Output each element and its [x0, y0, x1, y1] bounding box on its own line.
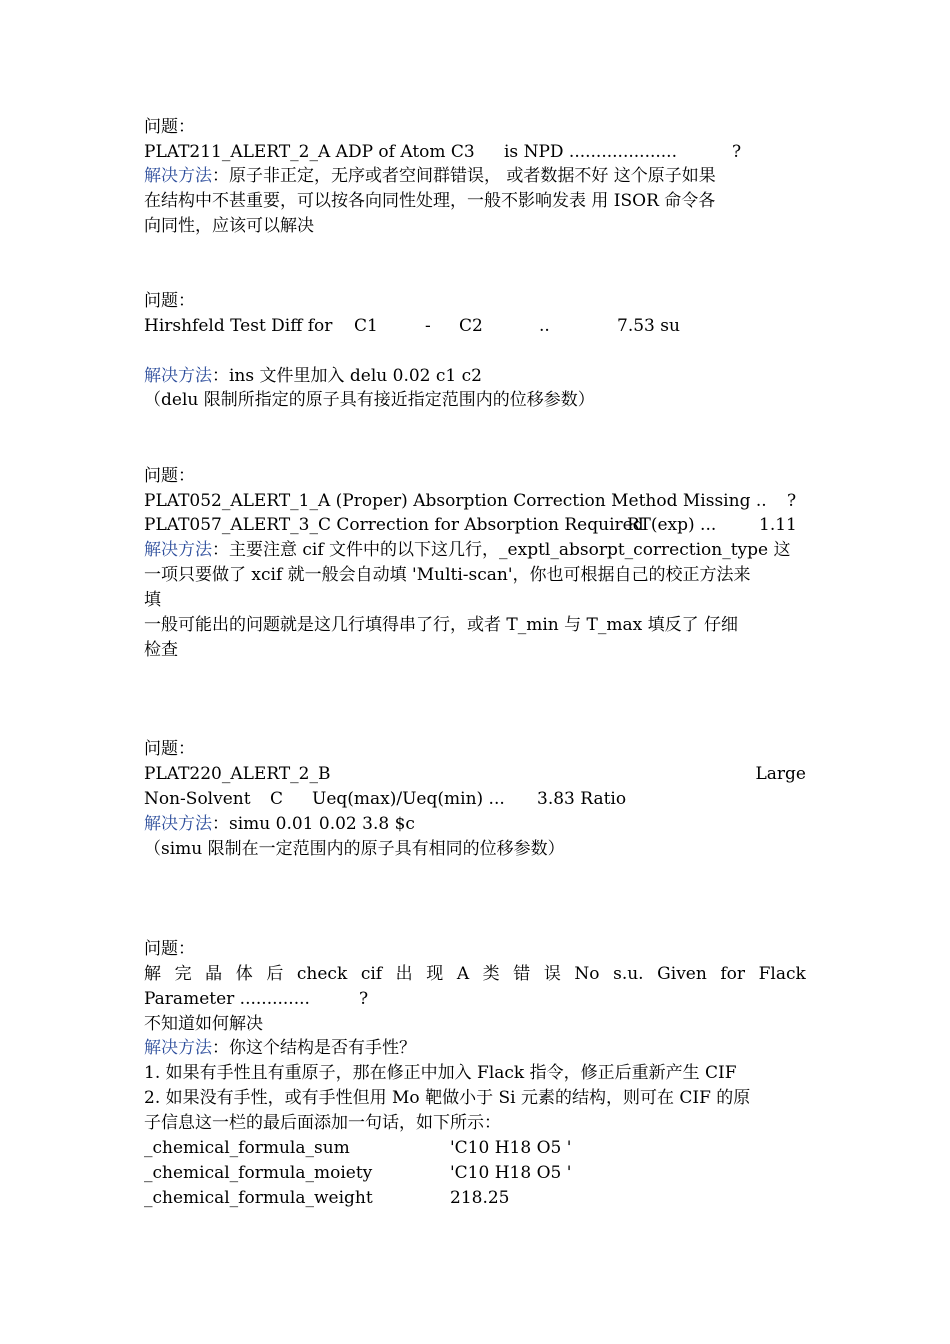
- alert-text: ..: [539, 316, 550, 336]
- solution-line: 一项只要做了 xcif 就一般会自动填 'Multi-scan'，你也可根据自己的校正方法来: [144, 565, 751, 585]
- solution-line: 一般可能出的问题就是这几行填得串了行，或者 T_min 与 T_max 填反了 仔细: [144, 615, 739, 635]
- formula-row: [144, 1186, 806, 1210]
- question-word: for: [720, 964, 746, 984]
- alert-value: ?: [732, 142, 742, 162]
- alert-line: [144, 140, 806, 164]
- question-word: 现: [426, 964, 444, 984]
- question-label: 问题：: [144, 939, 195, 959]
- question-note: 不知道如何解决: [144, 1014, 263, 1034]
- alert-text: Parameter .............: [144, 989, 310, 1009]
- question-word: 后: [266, 964, 284, 984]
- alert-line: [144, 314, 806, 338]
- alert-line: [144, 987, 806, 1011]
- solution-line: （simu 限制在一定范围内的原子具有相同的位移参数）: [144, 839, 565, 859]
- question-word: No: [574, 964, 600, 984]
- alert-text: PLAT052_ALERT_1_A (Proper) Absorption Correction Method Missing ..: [144, 491, 767, 511]
- solution-line: [144, 364, 806, 388]
- alert-text: C: [270, 789, 284, 809]
- question-label: 问题：: [144, 739, 195, 759]
- question-label: 问题：: [144, 117, 195, 137]
- alert-text: Non-Solvent: [144, 789, 251, 809]
- alert-line: [144, 513, 806, 537]
- alert-text: PLAT057_ALERT_3_C Correction for Absorption Required: [144, 515, 644, 535]
- solution-label: 解决方法: [144, 814, 212, 834]
- solution-line: [144, 164, 806, 188]
- alert-text: C2: [459, 316, 483, 336]
- solution-line: 在结构中不甚重要，可以按各向同性处理，一般不影响发表 用 ISOR 命令各: [144, 191, 716, 211]
- question-word: check: [296, 964, 348, 984]
- solution-text: ：你这个结构是否有手性？: [212, 1038, 416, 1058]
- alert-text: PLAT220_ALERT_2_B: [144, 764, 331, 784]
- formula-value: 'C10 H18 O5 ': [450, 1138, 572, 1158]
- solution-text: ：simu 0.01 0.02 3.8 $c: [212, 814, 415, 834]
- solution-line: [144, 538, 806, 562]
- formula-key: _chemical_formula_sum: [144, 1138, 350, 1158]
- question-word: s.u.: [613, 964, 644, 984]
- formula-key: _chemical_formula_weight: [144, 1188, 373, 1208]
- alert-text: -: [425, 316, 431, 336]
- alert-text: RT(exp) ...: [627, 515, 717, 535]
- question-word: 解: [144, 964, 161, 984]
- solution-line: 填: [144, 590, 161, 610]
- solution-line: [144, 812, 806, 836]
- question-word: A: [456, 964, 470, 984]
- alert-value: ?: [359, 989, 369, 1009]
- solution-line: （delu 限制所指定的原子具有接近指定范围内的位移参数）: [144, 390, 595, 410]
- alert-text: Ueq(max)/Ueq(min) ...: [312, 789, 505, 809]
- question-label: 问题：: [144, 291, 195, 311]
- solution-line: 1. 如果有手性且有重原子，那在修正中加入 Flack 指令，修正后重新产生 CIF: [144, 1063, 737, 1083]
- alert-line: [144, 787, 806, 811]
- question-word: 类: [482, 964, 500, 984]
- solution-text: ：原子非正定，无序或者空间群错误， 或者数据不好 这个原子如果: [212, 166, 716, 186]
- solution-line: 子信息这一栏的最后面添加一句话，如下所示：: [144, 1113, 501, 1133]
- solution-text: ：ins 文件里加入 delu 0.02 c1 c2: [212, 366, 482, 386]
- solution-label: 解决方法: [144, 366, 212, 386]
- alert-value: 3.83 Ratio: [537, 789, 627, 809]
- alert-line: [144, 489, 806, 513]
- solution-line: 检查: [144, 640, 178, 660]
- solution-line: 2. 如果没有手性，或有手性但用 Mo 靶做小于 Si 元素的结构，则可在 CIF 的原: [144, 1088, 751, 1108]
- alert-line: [144, 762, 806, 786]
- question-word: cif: [360, 964, 383, 984]
- formula-row: [144, 1136, 806, 1160]
- alert-text: PLAT211_ALERT_2_A ADP of Atom C3: [144, 142, 475, 162]
- solution-label: 解决方法: [144, 540, 212, 560]
- alert-text: is NPD ....................: [504, 142, 677, 162]
- solution-label: 解决方法: [144, 166, 212, 186]
- question-label: 问题：: [144, 466, 195, 486]
- question-word: Flack: [758, 964, 806, 984]
- formula-value: 218.25: [450, 1188, 510, 1208]
- solution-line: 向同性，应该可以解决: [144, 216, 314, 236]
- alert-value: 1.11: [759, 515, 797, 535]
- question-word: 晶: [205, 964, 223, 984]
- question-word: 错: [513, 964, 531, 984]
- question-word: 出: [395, 964, 413, 984]
- alert-text: Hirshfeld Test Diff for: [144, 316, 333, 336]
- formula-value: 'C10 H18 O5 ': [450, 1163, 572, 1183]
- alert-value: 7.53 su: [617, 316, 680, 336]
- question-word: Given: [657, 964, 707, 984]
- alert-text: Large: [755, 764, 806, 784]
- solution-line: [144, 1036, 806, 1060]
- solution-label: 解决方法: [144, 1038, 212, 1058]
- question-word: 完: [174, 964, 192, 984]
- formula-key: _chemical_formula_moiety: [144, 1163, 373, 1183]
- question-line: [144, 962, 806, 986]
- question-word: 误: [543, 964, 561, 984]
- solution-text: ：主要注意 cif 文件中的以下这几行，_exptl_absorpt_correction_type 这: [212, 540, 791, 560]
- formula-row: [144, 1161, 806, 1185]
- alert-value: ?: [787, 491, 797, 511]
- alert-text: C1: [354, 316, 378, 336]
- question-word: 体: [235, 964, 253, 984]
